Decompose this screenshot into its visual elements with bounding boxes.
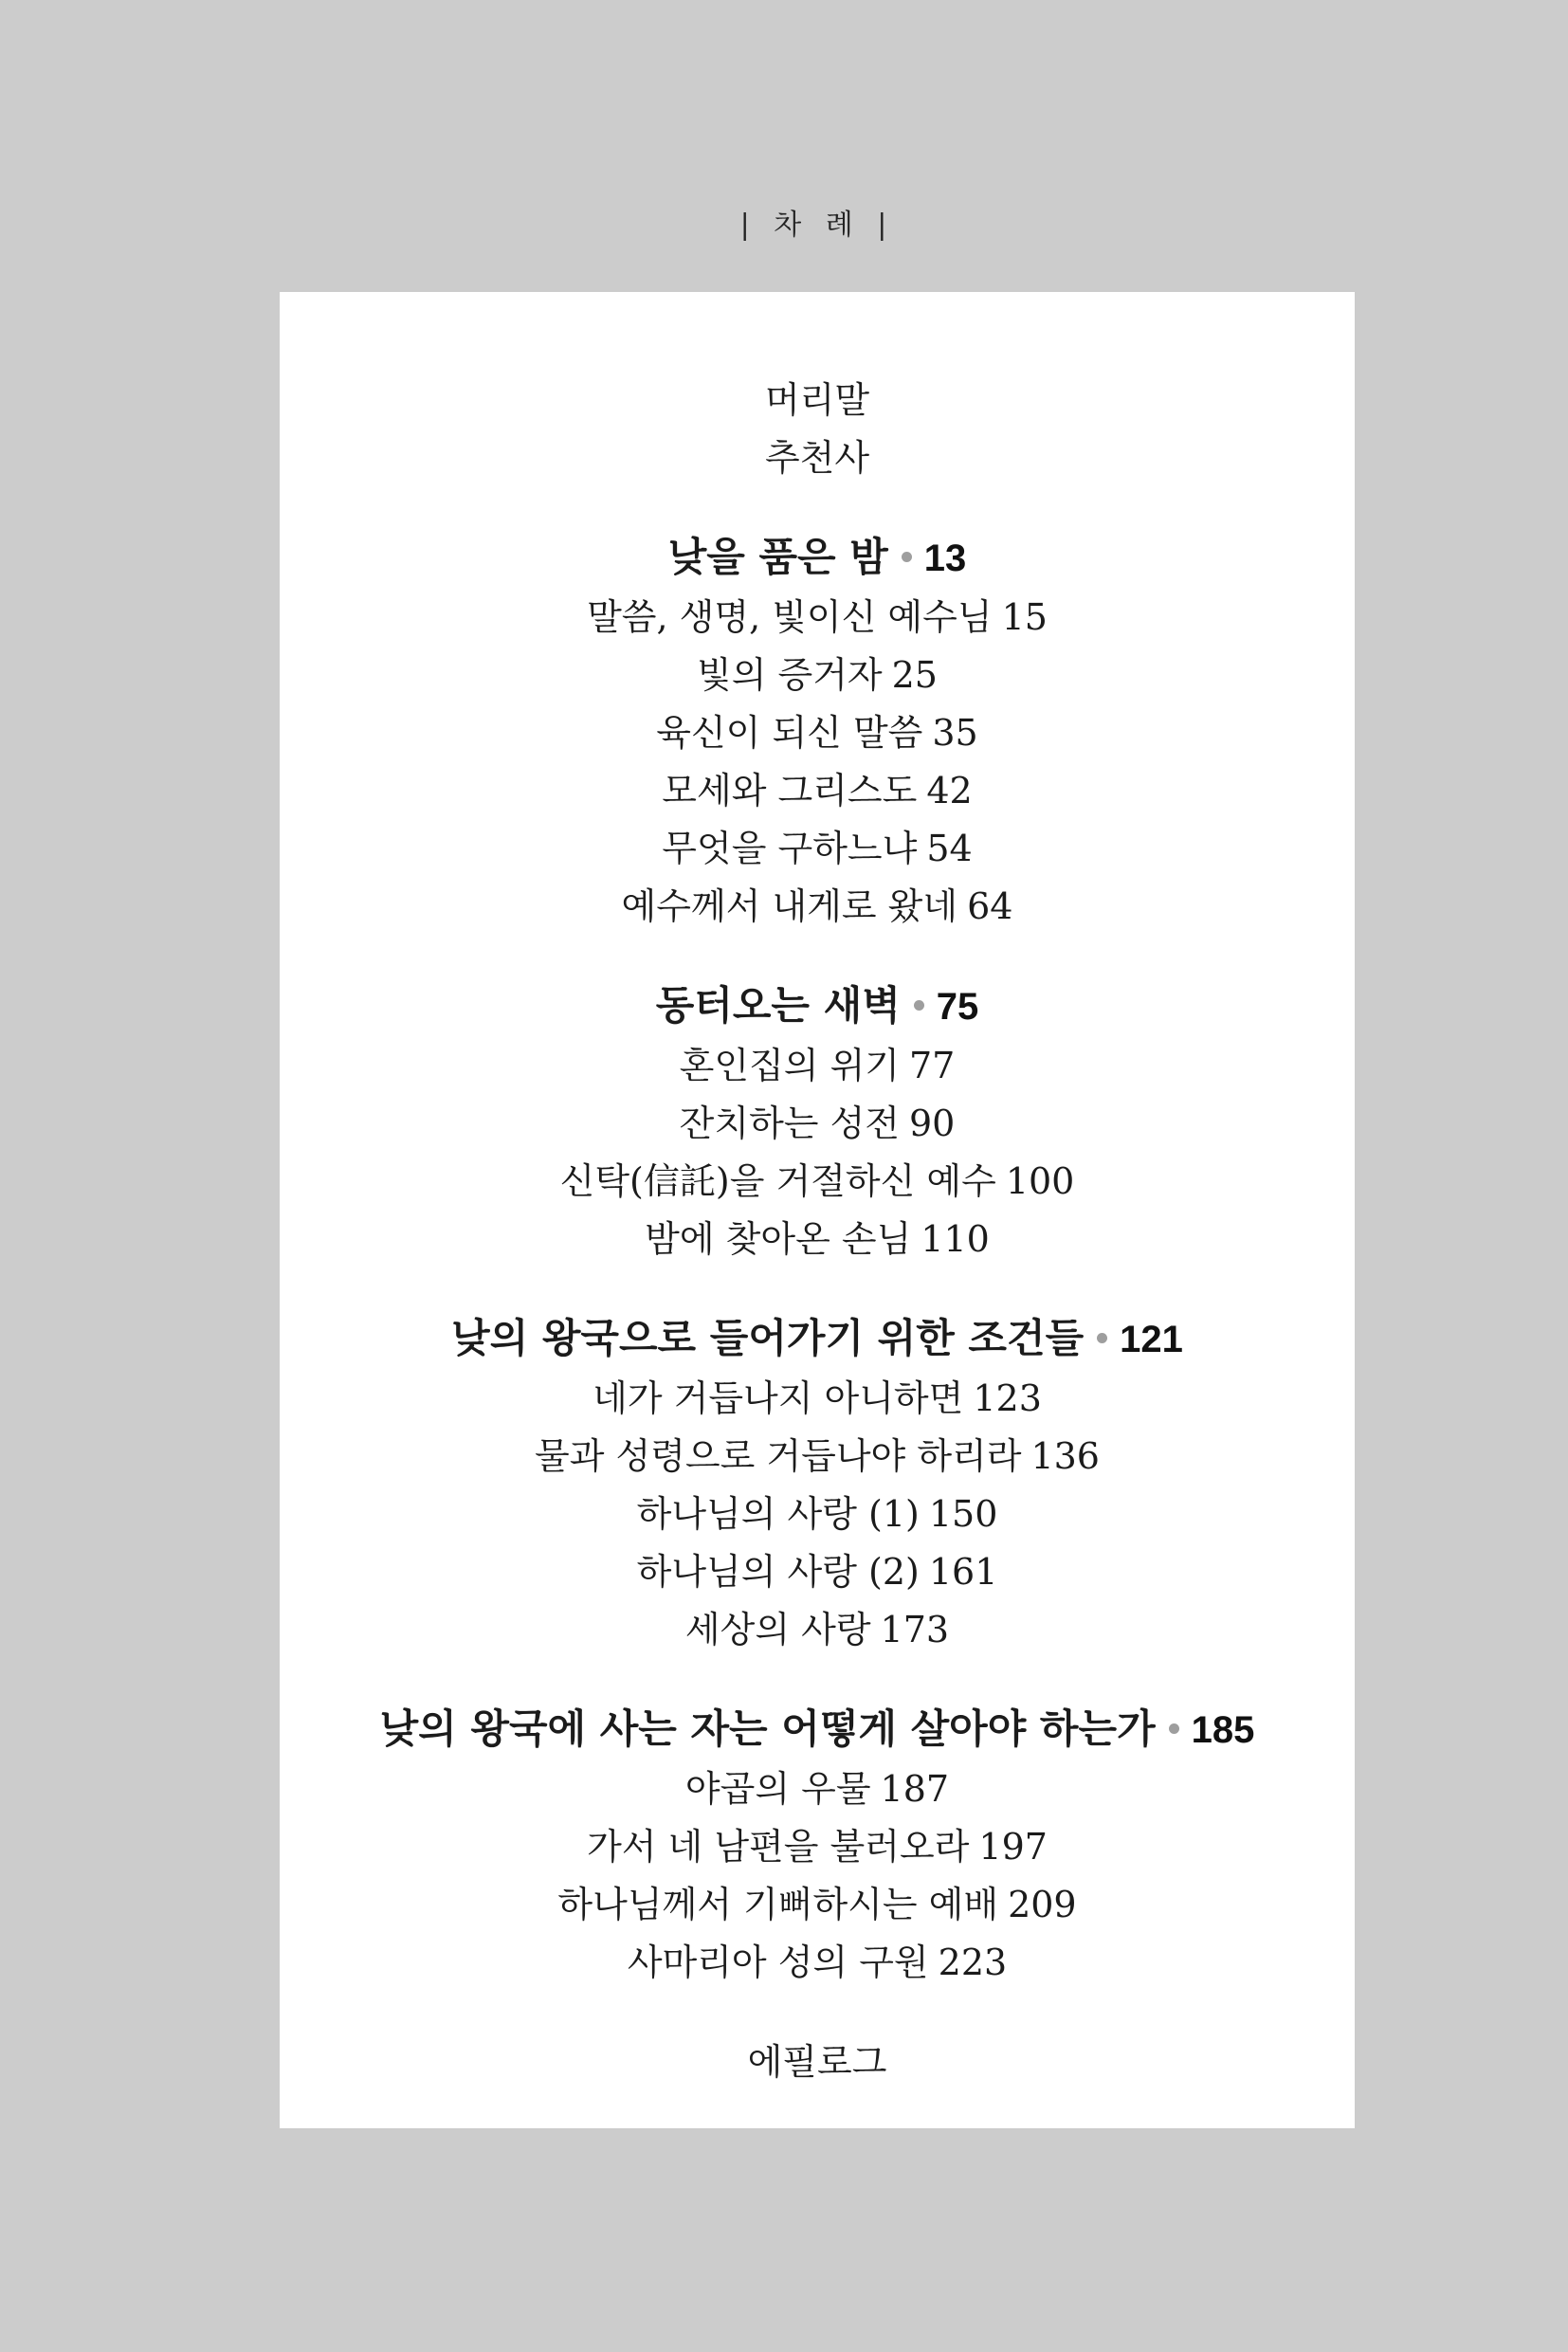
item-page-number: 209: [1008, 1884, 1077, 1925]
item-page-number: 77: [908, 1045, 956, 1086]
back-matter: [280, 2033, 1355, 2091]
content-paper: [280, 292, 1355, 2128]
item-title: 물과 성령으로 거듭나야 하리라: [535, 1435, 1022, 1477]
bullet-icon: [1097, 1333, 1107, 1343]
toc-item: [280, 820, 1355, 878]
item-title: 빛의 증거자: [697, 654, 883, 696]
toc-item: [280, 1934, 1355, 1992]
toc-item: [280, 1095, 1355, 1153]
section-heading: [280, 527, 1355, 589]
item-page-number: 35: [932, 712, 978, 754]
section-page-number: 75: [936, 986, 979, 1028]
item-title: 밤에 찾아온 손님: [645, 1218, 912, 1260]
bullet-icon: [1169, 1723, 1179, 1734]
toc-item: [280, 1543, 1355, 1601]
bullet-icon: [914, 1000, 924, 1011]
item-page-number: 42: [926, 770, 973, 811]
item-page-number: 197: [978, 1826, 1048, 1868]
section-title: 낮의 왕국으로 들어가기 위한 조건들: [451, 1315, 1085, 1361]
toc-item: [280, 1760, 1355, 1818]
toc-item: [280, 1370, 1355, 1428]
section-title: 낮의 왕국에 사는 자는 어떻게 살아야 하는가: [379, 1705, 1156, 1752]
toc-item: [280, 1876, 1355, 1934]
item-page-number: 223: [938, 1942, 1008, 1983]
toc-item: [280, 1153, 1355, 1211]
back-matter-epilogue: 에필로그: [747, 2041, 887, 2083]
item-page-number: 15: [1001, 596, 1048, 638]
toc-item: [280, 1211, 1355, 1268]
section-page-number: 121: [1120, 1319, 1183, 1360]
item-page-number: 187: [880, 1768, 950, 1810]
item-page-number: 123: [973, 1377, 1042, 1419]
item-title: 모세와 그리스도: [662, 770, 918, 811]
item-title: 신탁(信託)을 거절하신 예수: [559, 1160, 996, 1202]
section-page-number: 185: [1191, 1709, 1255, 1751]
page-title: | 차 례 |: [739, 209, 895, 242]
toc-item: [280, 1486, 1355, 1543]
front-matter-preface: 머리말: [764, 379, 870, 421]
item-page-number: 110: [921, 1218, 990, 1260]
item-title: 하나님의 사랑 (1): [636, 1493, 920, 1535]
item-title: 예수께서 내게로 왔네: [621, 885, 958, 927]
item-title: 하나님의 사랑 (2): [636, 1551, 920, 1593]
item-page-number: 150: [928, 1493, 998, 1535]
item-page-number: 136: [1030, 1435, 1100, 1477]
toc-item: [280, 1037, 1355, 1095]
item-title: 잔치하는 성전: [679, 1103, 900, 1144]
item-page-number: 54: [926, 828, 973, 869]
toc-item: [280, 762, 1355, 820]
section-title: 낮을 품은 밤: [667, 534, 888, 580]
toc-item: [280, 878, 1355, 936]
toc-section-3: [280, 1308, 1355, 1659]
item-title: 네가 거듭나지 아니하면: [593, 1377, 964, 1419]
item-title: 세상의 사랑: [684, 1609, 871, 1650]
toc-page: [280, 0, 1355, 2128]
toc-item: [280, 1818, 1355, 1876]
front-matter-recommendation: 추천사: [764, 437, 870, 479]
item-title: 혼인집의 위기: [679, 1045, 900, 1086]
item-page-number: 90: [908, 1103, 956, 1144]
section-title: 동터오는 새벽: [655, 982, 901, 1029]
toc-item: [280, 704, 1355, 762]
toc-item: [280, 1428, 1355, 1486]
section-heading: [280, 1699, 1355, 1760]
toc-item: [280, 647, 1355, 704]
item-title: 육신이 되신 말씀: [656, 712, 923, 754]
item-title: 사마리아 성의 구원: [627, 1942, 929, 1983]
item-title: 말씀, 생명, 빛이신 예수님: [587, 596, 993, 638]
item-title: 야곱의 우물: [684, 1768, 871, 1810]
item-page-number: 100: [1005, 1160, 1075, 1202]
toc-item: [280, 1601, 1355, 1659]
item-title: 가서 네 남편을 불러오라: [587, 1826, 970, 1868]
item-page-number: 173: [880, 1609, 950, 1650]
item-page-number: 161: [928, 1551, 998, 1593]
section-heading: [280, 975, 1355, 1037]
toc-section-1: [280, 527, 1355, 936]
toc-section-4: [280, 1699, 1355, 1992]
item-page-number: 25: [891, 654, 938, 696]
toc-item: [280, 589, 1355, 647]
section-page-number: 13: [923, 538, 967, 579]
section-heading: [280, 1308, 1355, 1370]
bullet-icon: [902, 552, 912, 562]
item-title: 무엇을 구하느냐: [662, 828, 918, 869]
toc-section-2: [280, 975, 1355, 1268]
item-title: 하나님께서 기뻐하시는 예배: [557, 1884, 999, 1925]
item-page-number: 64: [967, 885, 1013, 927]
